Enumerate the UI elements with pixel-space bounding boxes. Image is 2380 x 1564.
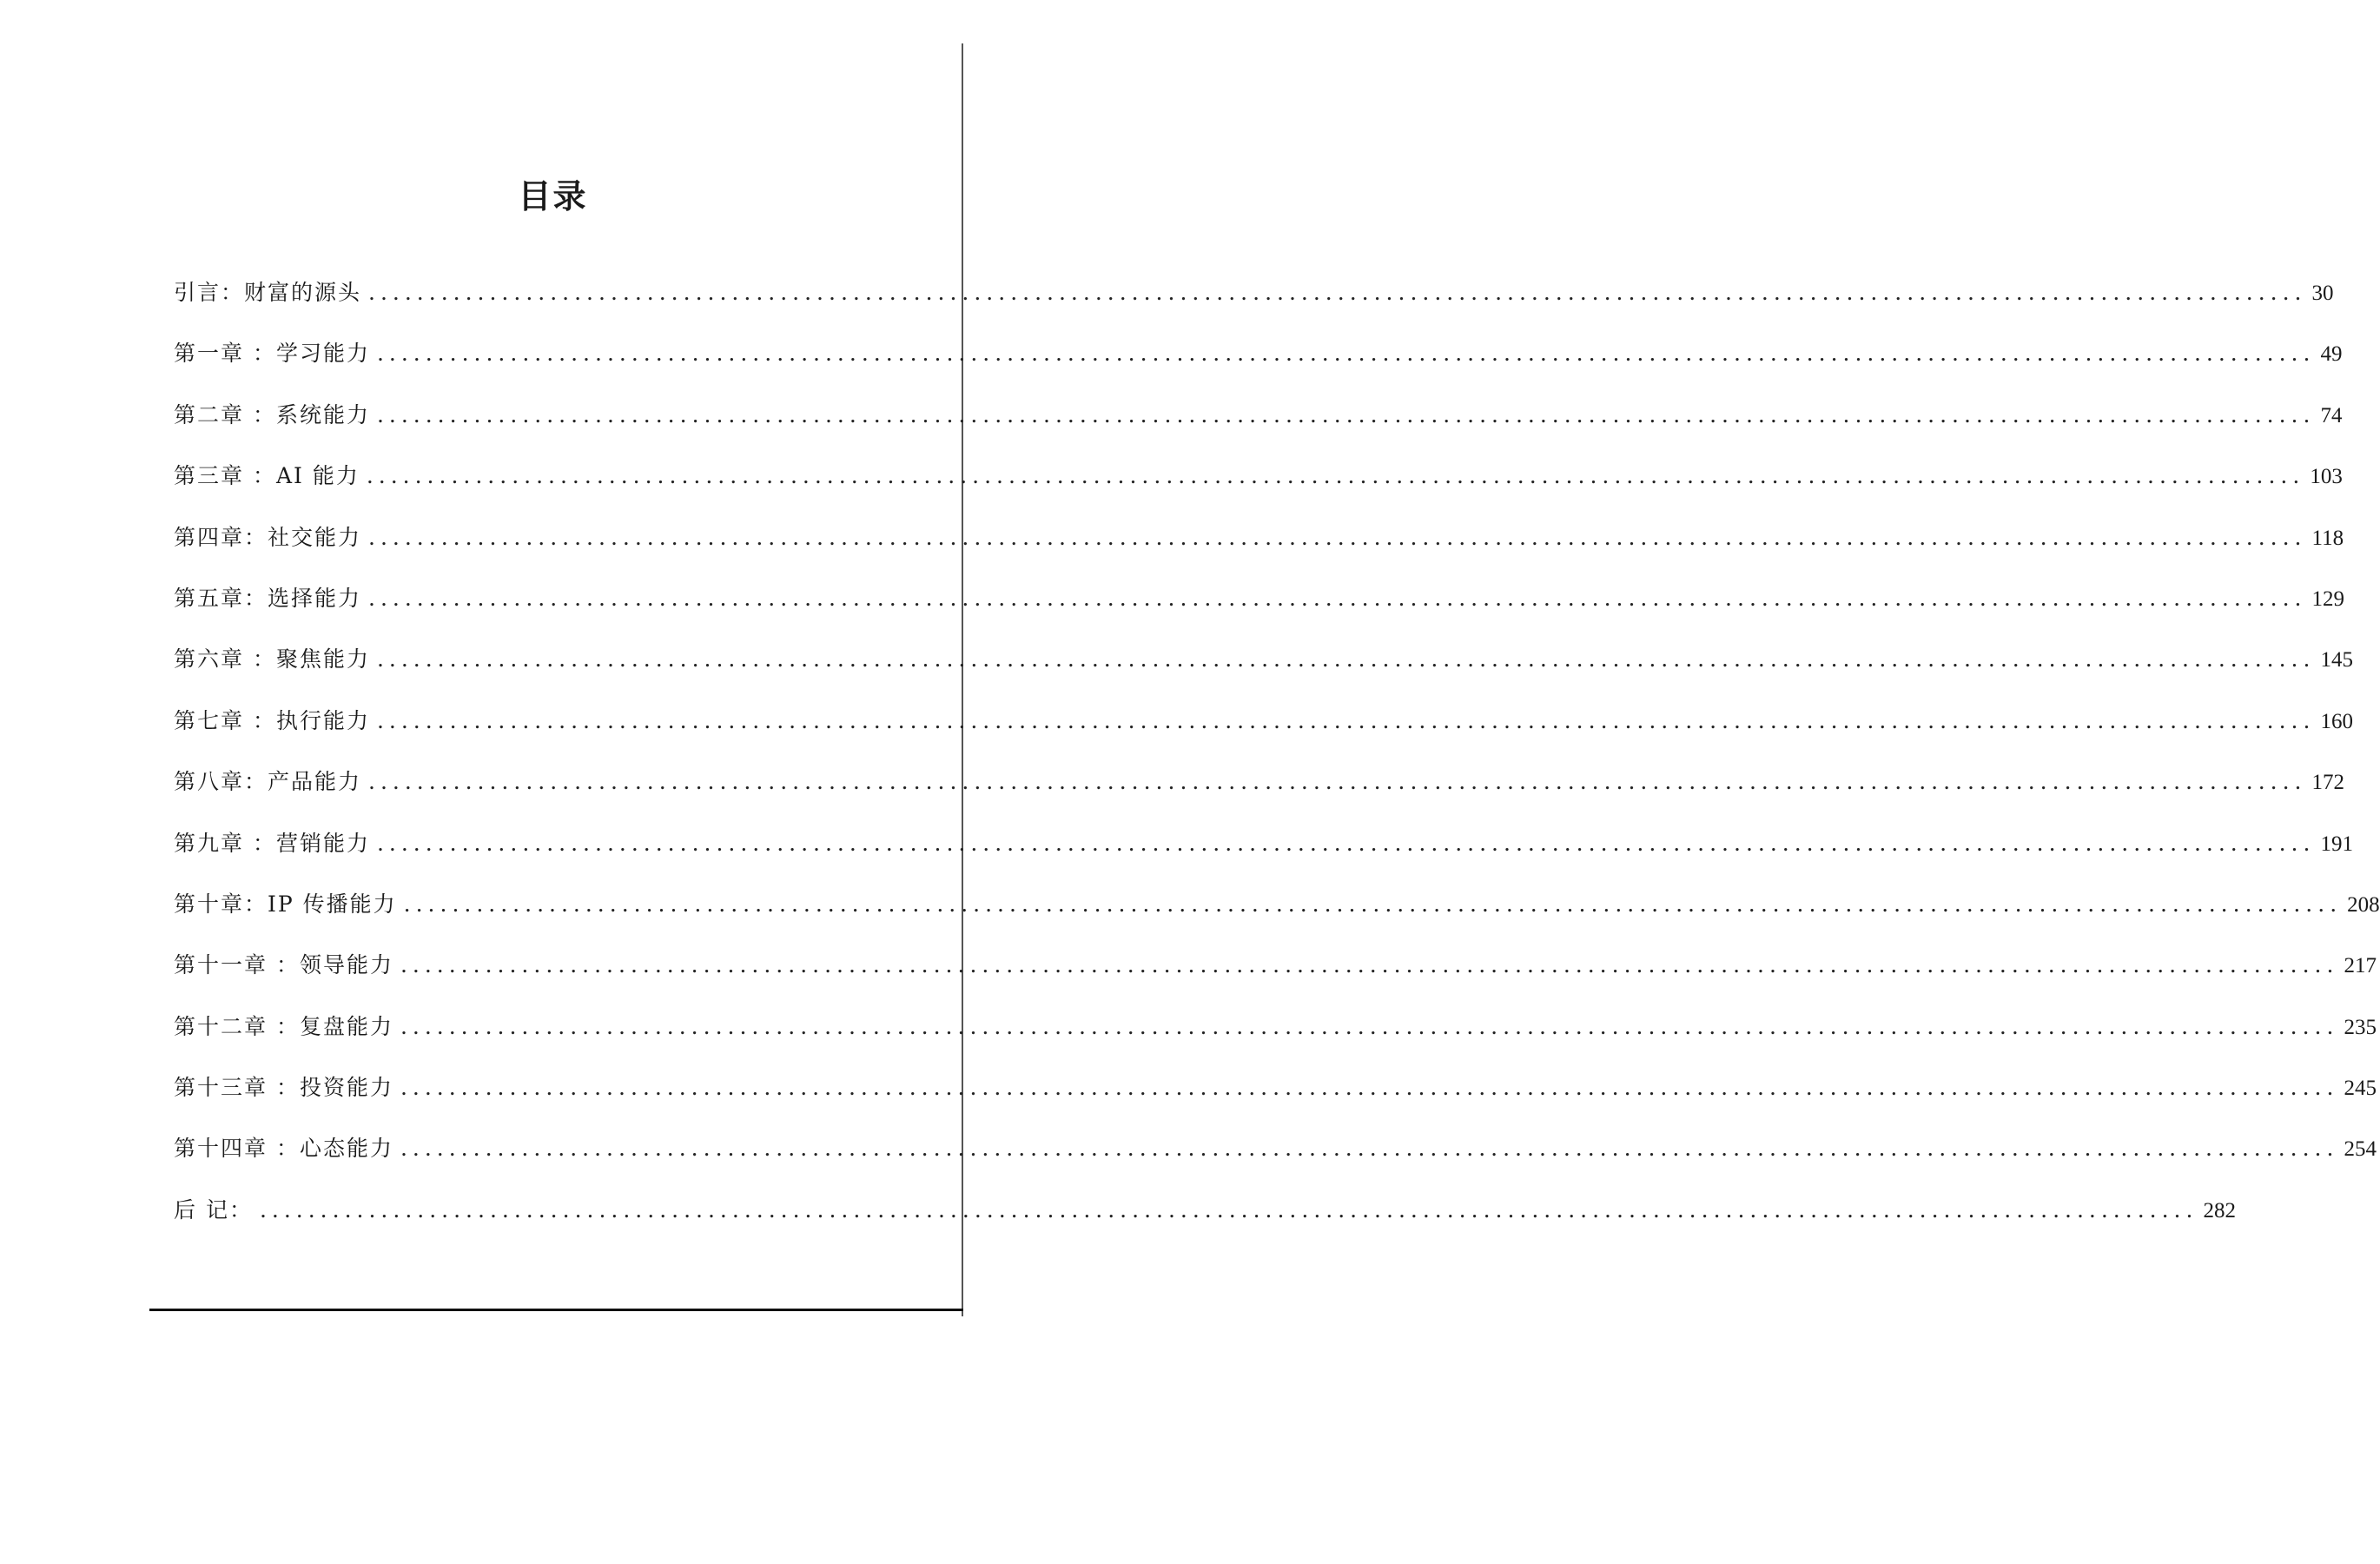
toc-dot-leader: ................................................................................................................................................................: [400, 1013, 2339, 1039]
toc-entry-page: 172: [2311, 771, 2344, 795]
page-bottom-rule: [149, 1309, 963, 1311]
toc-dot-leader: ................................................................................................................................................................: [376, 401, 2316, 427]
table-of-contents: [174, 271, 2380, 1249]
page-title: 目录: [518, 177, 588, 216]
toc-dot-leader: ................................................................................................................................................................: [400, 1136, 2339, 1162]
toc-entry-label: 第十四章 ：心态能力: [174, 1136, 393, 1162]
toc-entry: [174, 516, 2344, 577]
toc-dot-leader: ................................................................................................................................................................: [403, 891, 2343, 917]
toc-entry-page: 30: [2311, 282, 2334, 305]
toc-dot-leader: ................................................................................................................................................................: [366, 463, 2305, 489]
toc-entry-page: 235: [2344, 1015, 2377, 1039]
toc-entry: [174, 760, 2344, 821]
toc-dot-leader: ................................................................................................................................................................: [376, 707, 2316, 733]
toc-entry-page: 191: [2320, 832, 2353, 856]
toc-entry-label: 第二章 ：系统能力: [174, 401, 370, 427]
toc-entry-label: 第三章 ：AI 能力: [174, 463, 360, 489]
toc-entry-page: 217: [2344, 954, 2377, 978]
toc-entry-label: 第十二章 ：复盘能力: [174, 1013, 393, 1039]
toc-entry-page: 118: [2311, 526, 2344, 550]
toc-entry-label: 第十章：IP 传播能力: [174, 891, 397, 917]
toc-entry-label: 后 记：: [174, 1196, 253, 1223]
toc-entry-page: 145: [2320, 648, 2353, 673]
toc-entry: [174, 332, 2343, 393]
toc-entry: [174, 577, 2344, 638]
toc-entry: [174, 822, 2353, 883]
toc-entry: [174, 454, 2343, 515]
toc-entry-label: 第五章：选择能力: [174, 585, 362, 611]
toc-dot-leader: ................................................................................................................................................................: [376, 830, 2316, 856]
toc-entry-page: 160: [2320, 709, 2353, 733]
toc-entry-label: 第一章 ：学习能力: [174, 341, 370, 367]
toc-entry-page: 129: [2311, 586, 2344, 611]
toc-entry-label: 第六章 ：聚焦能力: [174, 646, 370, 673]
toc-dot-leader: ................................................................................................................................................................: [368, 524, 2307, 550]
toc-dot-leader: ................................................................................................................................................................: [376, 646, 2316, 673]
toc-dot-leader: ................................................................................................................................................................: [400, 1075, 2339, 1101]
toc-entry-label: 引言：财富的源头: [174, 280, 362, 305]
toc-entry: [174, 1066, 2377, 1127]
toc-entry-page: 282: [2203, 1198, 2236, 1223]
toc-dot-leader: ................................................................................................................................................................: [376, 341, 2316, 367]
toc-entry: [174, 394, 2343, 454]
toc-entry-label: 第四章：社交能力: [174, 524, 362, 550]
toc-entry-page: 254: [2344, 1137, 2377, 1162]
toc-entry-label: 第九章 ：营销能力: [174, 830, 370, 856]
toc-entry-label: 第十一章 ：领导能力: [174, 952, 393, 978]
toc-entry-page: 74: [2320, 403, 2343, 427]
toc-entry: [174, 1127, 2377, 1188]
toc-dot-leader: ................................................................................................................................................................: [400, 952, 2339, 978]
toc-entry: [174, 1189, 2236, 1249]
toc-entry-page: 49: [2320, 342, 2343, 367]
toc-entry-label: 第八章：产品能力: [174, 769, 362, 795]
toc-dot-leader: ................................................................................................................................................................: [368, 280, 2307, 305]
toc-entry: [174, 1005, 2377, 1066]
toc-dot-leader: ................................................................................................................................................................: [368, 585, 2307, 611]
toc-entry: [174, 271, 2334, 332]
toc-entry: [174, 699, 2353, 760]
toc-entry-page: 103: [2310, 465, 2343, 489]
toc-entry-label: 第七章 ：执行能力: [174, 707, 370, 733]
toc-dot-leader: ................................................................................................................................................................: [259, 1196, 2198, 1223]
toc-entry: [174, 638, 2353, 699]
toc-dot-leader: ................................................................................................................................................................: [368, 769, 2307, 795]
toc-entry: [174, 944, 2377, 1004]
toc-entry-page: 208: [2347, 892, 2380, 917]
toc-entry: [174, 883, 2380, 944]
toc-entry-page: 245: [2344, 1077, 2377, 1101]
toc-entry-label: 第十三章 ：投资能力: [174, 1075, 393, 1101]
